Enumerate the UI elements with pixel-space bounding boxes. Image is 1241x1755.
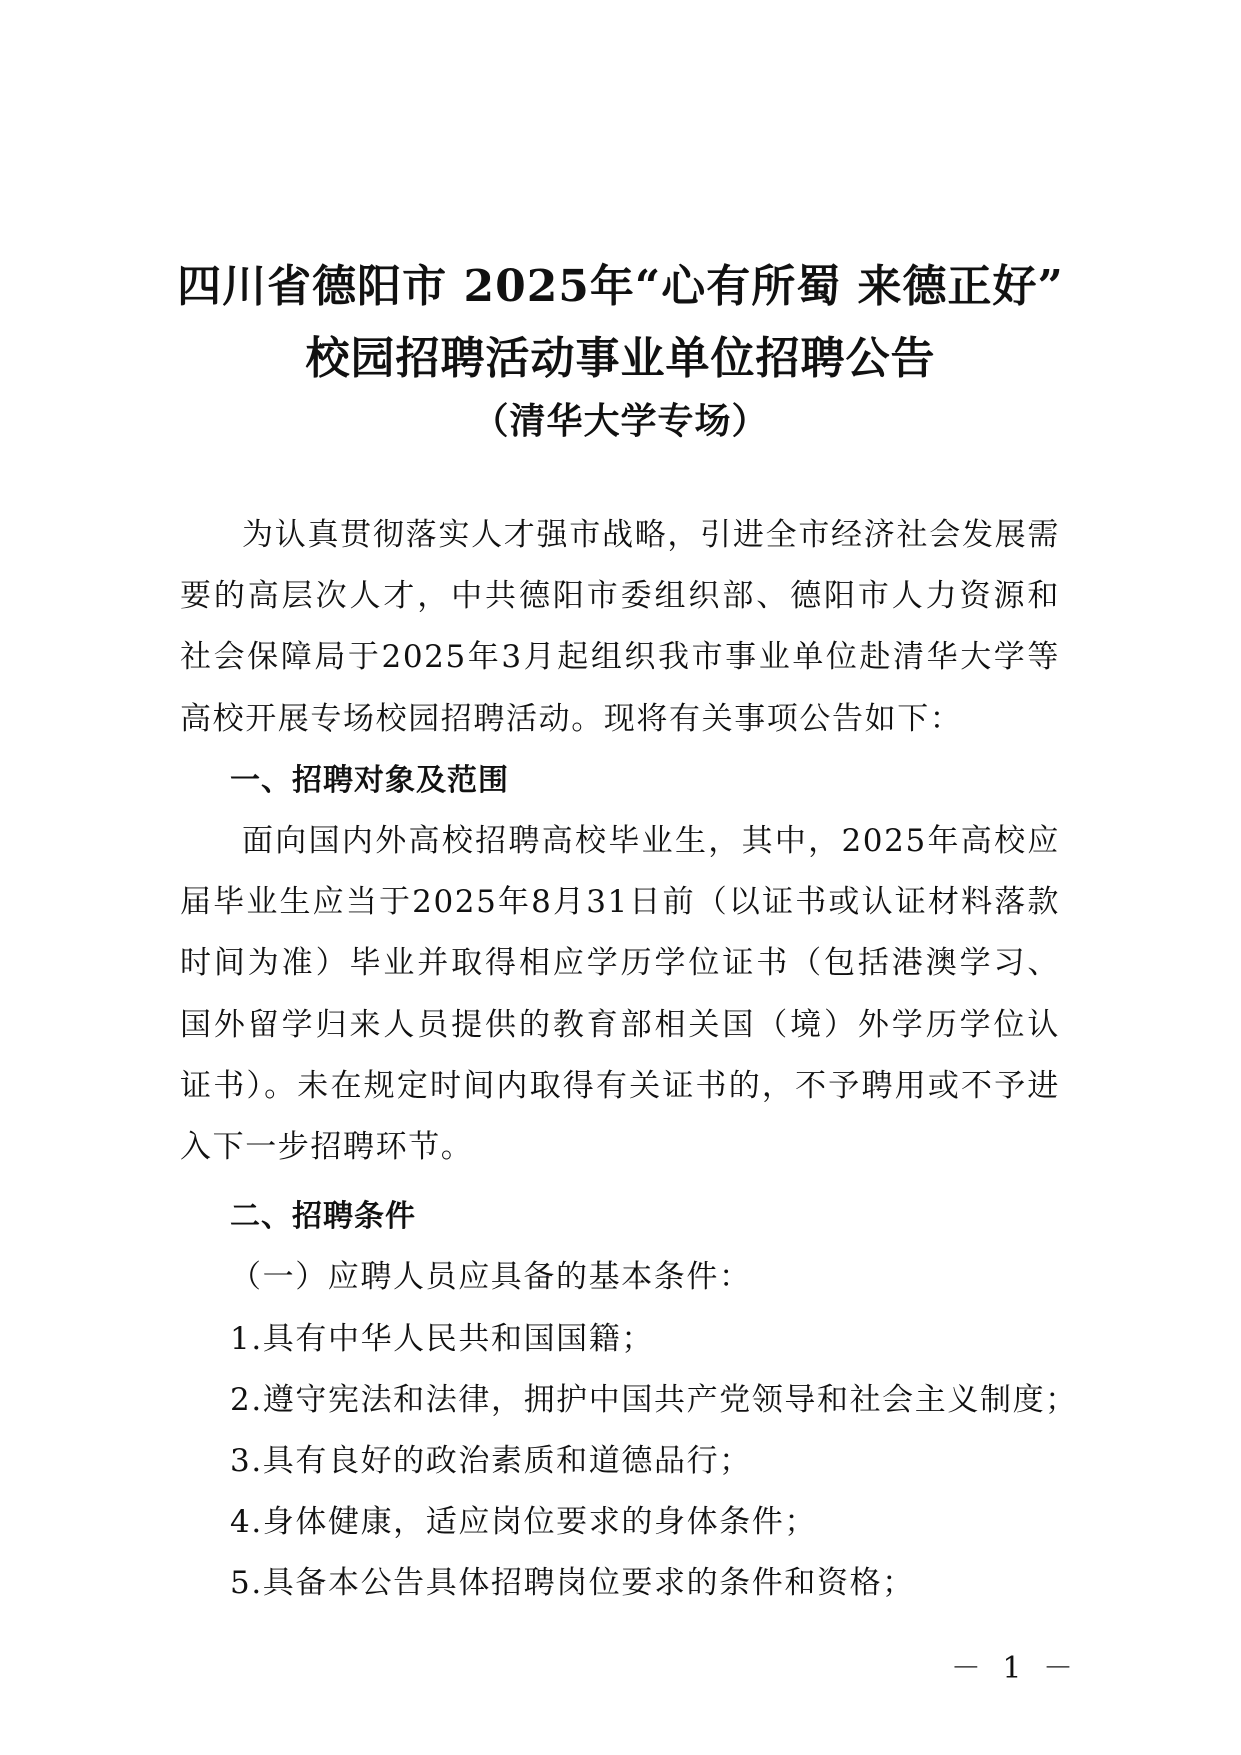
section-1-paragraph: 面向国内外高校招聘高校毕业生，其中，2025年高校应届毕业生应当于2025年8月31日前（以证书或认证材料落款时间为准）毕业并取得相应学历学位证书（包括港澳学习、国外留学归来人员提供的教育部相关国（境）外学历学位认证书）。未在规定时间内取得有关证书的，不予聘用或不予进入下一步招聘环节。 [180, 823, 1060, 1166]
document-body [180, 505, 1078, 1615]
condition-item-2: 2.遵守宪法和法律，拥护中国共产党领导和社会主义制度； [230, 1381, 1078, 1418]
document-title-line-2: 校园招聘活动事业单位招聘公告 [305, 333, 936, 384]
section-2-subheading: （一）应聘人员应具备的基本条件： [230, 1259, 752, 1296]
document-subtitle: （清华大学专场） [472, 401, 769, 442]
page-number: － 1 － [950, 1651, 1079, 1686]
condition-item-3: 3.具有良好的政治素质和道德品行； [230, 1443, 752, 1480]
intro-paragraph: 为认真贯彻落实人才强市战略，引进全市经济社会发展需要的高层次人才，中共德阳市委组织部、德阳市人力资源和社会保障局于2025年3月起组织我市事业单位赴清华大学等高校开展专场校园招聘活动。现将有关事项公告如下： [180, 517, 1060, 737]
section-1-heading: 一、招聘对象及范围 [230, 762, 509, 798]
condition-item-1: 1.具有中华人民共和国国籍； [230, 1320, 654, 1357]
document-title-line-1: 四川省德阳市 2025年“心有所蜀 来德正好” [177, 261, 1064, 312]
condition-item-4: 4.身体健康，适应岗位要求的身体条件； [230, 1504, 817, 1541]
condition-item-5: 5.具备本公告具体招聘岗位要求的条件和资格； [230, 1565, 915, 1602]
section-2-heading: 二、招聘条件 [230, 1199, 416, 1235]
